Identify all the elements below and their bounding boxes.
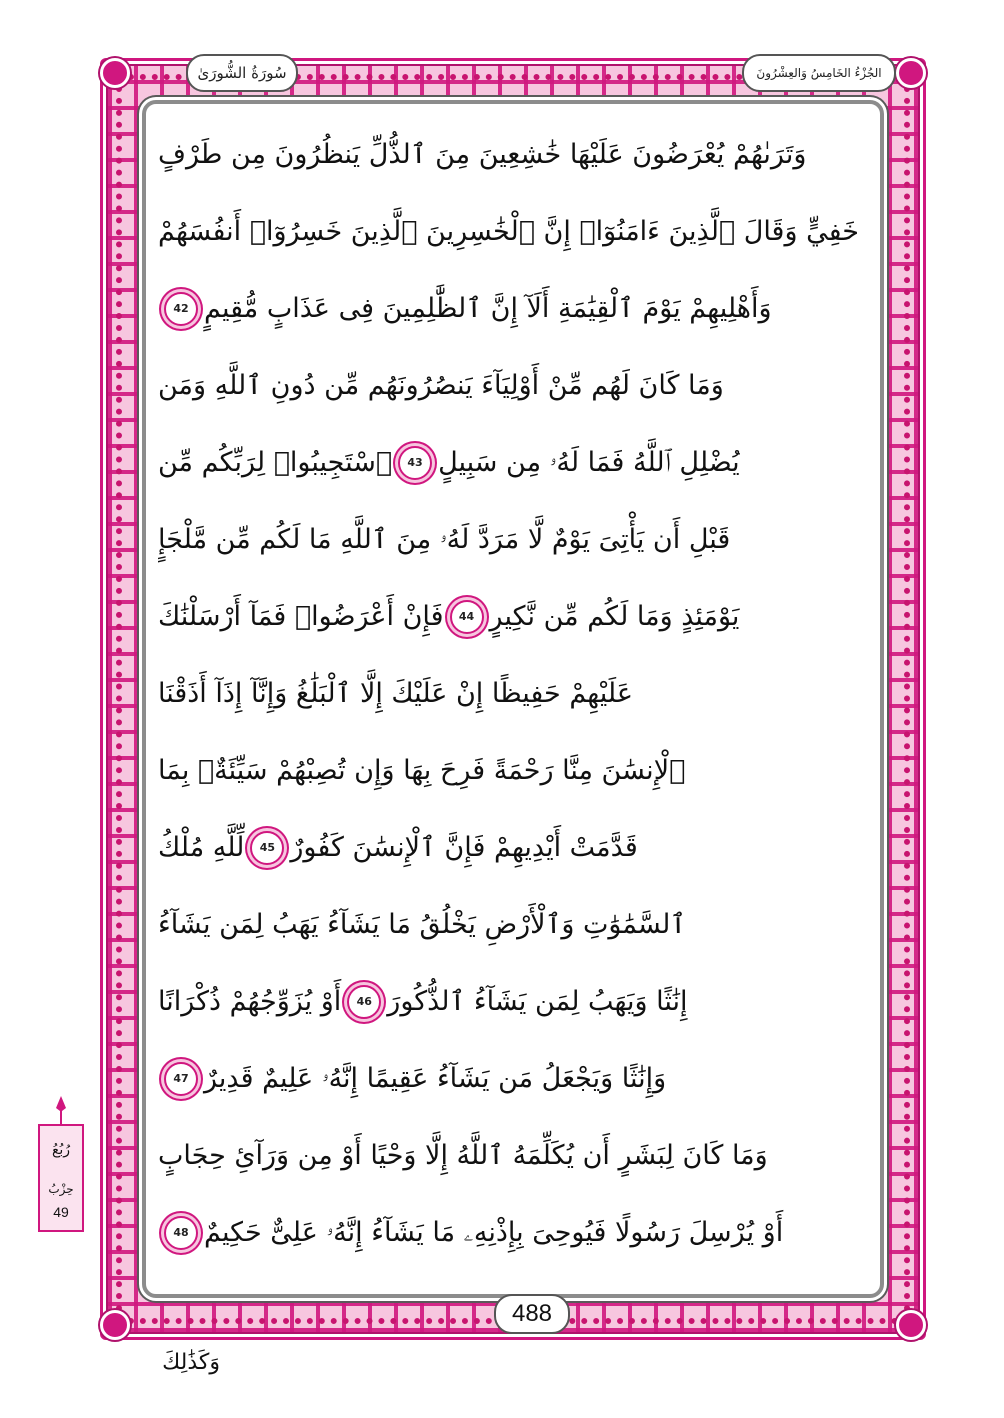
text-line bbox=[158, 424, 868, 501]
hizb-number: 49 bbox=[53, 1204, 69, 1220]
hizb-marker-body bbox=[38, 1124, 84, 1232]
ayah-number-marker: 43 bbox=[398, 446, 432, 480]
hizb-label: حِزْبُ bbox=[48, 1182, 74, 1196]
text-line bbox=[158, 809, 868, 886]
corner-ornament-icon bbox=[896, 1310, 926, 1340]
catchword: وَكَذَٰلِكَ bbox=[162, 1350, 220, 1375]
verse-text: ٱلسَّمَٰوَٰتِ وَٱلْأَرْضِ يَخْلُقُ مَا يَشَآءُ يَهَبُ لِمَن يَشَآءُ bbox=[158, 909, 687, 940]
verse-text: وَمَا كَانَ لَهُم مِّنْ أَوْلِيَآءَ يَنصُرُونَهُم مِّن دُونِ ٱللَّهِ وَمَن bbox=[158, 370, 724, 401]
ayah-number-marker: 47 bbox=[164, 1062, 198, 1096]
ayah-number-marker: 44 bbox=[450, 600, 484, 634]
ayah-number-marker: 42 bbox=[164, 292, 198, 326]
verse-text: وَإِنَٰثًا وَيَجْعَلُ مَن يَشَآءُ عَقِيمًا إِنَّهُۥ عَلِيمٌ قَدِيرٌ bbox=[204, 1063, 667, 1094]
text-line bbox=[158, 1194, 868, 1271]
verse-text: ٱلْإِنسَٰنَ مِنَّا رَحْمَةً فَرِحَ بِهَا وَإِن تُصِبْهُمْ سَيِّئَةٌۢ بِمَا bbox=[158, 755, 686, 786]
verse-text: قَدَّمَتْ أَيْدِيهِمْ فَإِنَّ ٱلْإِنسَٰنَ كَفُورٌ bbox=[290, 832, 638, 863]
page-number: 488 bbox=[494, 1294, 570, 1334]
text-line bbox=[158, 963, 868, 1040]
ayah-number-marker: 46 bbox=[347, 985, 381, 1019]
corner-ornament-icon bbox=[100, 58, 130, 88]
quran-text-lines bbox=[158, 116, 868, 1271]
juz-name: الجُزْءُ الخَامِسُ وَالعِشْرُونَ bbox=[742, 54, 896, 92]
verse-text: وَأَهْلِيهِمْ يَوْمَ ٱلْقِيَٰمَةِ أَلَآ إِنَّ ٱلظَّٰلِمِينَ فِى عَذَابٍ مُّقِيمٍ bbox=[204, 293, 772, 324]
ayah-number-marker: 45 bbox=[250, 831, 284, 865]
text-line bbox=[158, 1117, 868, 1194]
verse-text: خَفِيٍّ وَقَالَ ٱلَّذِينَ ءَامَنُوٓا۟ إِنَّ ٱلْخَٰسِرِينَ ٱلَّذِينَ خَسِرُوٓا۟ أَنفُسَهُمْ bbox=[158, 216, 859, 247]
text-line bbox=[158, 270, 868, 347]
ayah-number-marker: 48 bbox=[164, 1216, 198, 1250]
hizb-marker bbox=[38, 1096, 84, 1232]
verse-text: وَتَرَىٰهُمْ يُعْرَضُونَ عَلَيْهَا خَٰشِعِينَ مِنَ ٱلذُّلِّ يَنظُرُونَ مِن طَرْفٍ bbox=[158, 139, 807, 170]
text-line bbox=[158, 886, 868, 963]
text-line bbox=[158, 732, 868, 809]
text-line bbox=[158, 347, 868, 424]
verse-text: إِنَٰثًا وَيَهَبُ لِمَن يَشَآءُ ٱلذُّكُورَ bbox=[387, 986, 688, 1017]
text-line bbox=[158, 1040, 868, 1117]
verse-text: أَوْ يُزَوِّجُهُمْ ذُكْرَانًا bbox=[158, 986, 342, 1017]
verse-text: يُضْلِلِ ٱللَّهُ فَمَا لَهُۥ مِن سَبِيلٍ bbox=[438, 447, 740, 478]
surah-name: سُورَةُ الشُّورَىٰ bbox=[186, 54, 298, 92]
verse-text: قَبْلِ أَن يَأْتِىَ يَوْمٌ لَّا مَرَدَّ لَهُۥ مِنَ ٱللَّهِ مَا لَكُم مِّن مَّلْجَإٍ bbox=[158, 524, 731, 555]
corner-ornament-icon bbox=[896, 58, 926, 88]
verse-text: ٱسْتَجِيبُوا۟ لِرَبِّكُم مِّن bbox=[158, 447, 393, 478]
text-line bbox=[158, 655, 868, 732]
verse-text: لِّلَّهِ مُلْكُ bbox=[158, 832, 245, 863]
verse-text: يَوْمَئِذٍ وَمَا لَكُم مِّن نَّكِيرٍ bbox=[489, 601, 740, 632]
text-line bbox=[158, 578, 868, 655]
text-line bbox=[158, 116, 868, 193]
text-line bbox=[158, 193, 868, 270]
corner-ornament-icon bbox=[100, 1310, 130, 1340]
hizb-finial-icon bbox=[56, 1096, 66, 1126]
text-line bbox=[158, 501, 868, 578]
verse-text: فَإِنْ أَعْرَضُوا۟ فَمَآ أَرْسَلْنَٰكَ bbox=[158, 601, 444, 632]
verse-text: عَلَيْهِمْ حَفِيظًا إِنْ عَلَيْكَ إِلَّا ٱلْبَلَٰغُ وَإِنَّآ إِذَآ أَذَقْنَا bbox=[158, 678, 633, 709]
hizb-rub-label: رُبُعُ bbox=[51, 1142, 71, 1158]
verse-text: أَوْ يُرْسِلَ رَسُولًا فَيُوحِىَ بِإِذْنِهِۦ مَا يَشَآءُ إِنَّهُۥ عَلِىٌّ حَكِيمٌ bbox=[204, 1217, 784, 1248]
verse-text: وَمَا كَانَ لِبَشَرٍ أَن يُكَلِّمَهُ ٱللَّهُ إِلَّا وَحْيًا أَوْ مِن وَرَآئِ حِجَابٍ bbox=[158, 1140, 768, 1171]
